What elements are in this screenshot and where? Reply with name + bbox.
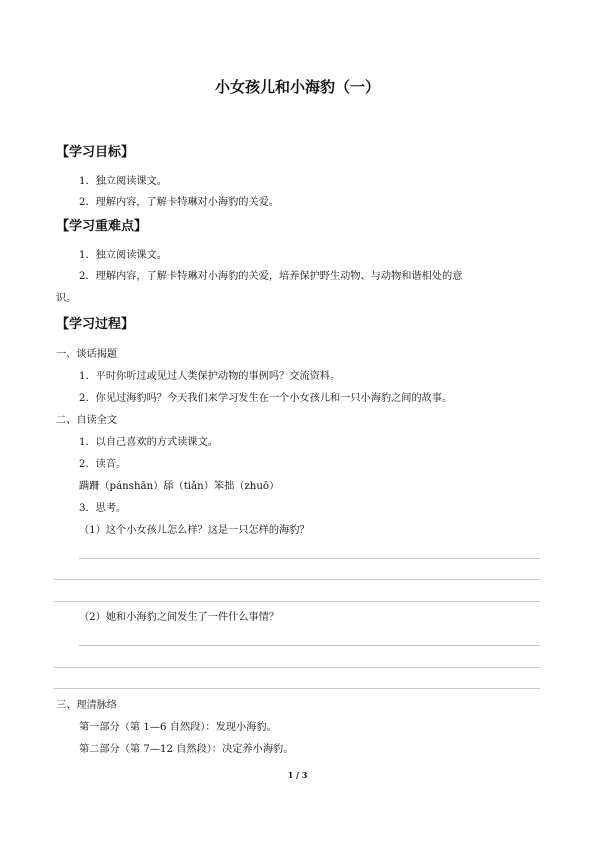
question-2: （2）她和小海豹之间发生了一件什么事情？ [79,612,280,623]
keypoints-item-2: 2．理解内容，了解卡特琳对小海豹的关爱，培养保护野生动物、与动物和谐相处的意 [79,271,463,282]
goals-heading: 【学习目标】 [56,145,135,160]
section-1-item-1: 1．平时你听过或见过人类保护动物的事例吗？交流资料。 [79,371,341,382]
section-3-item-1: 第一部分（第 1—6 自然段）：发现小海豹。 [79,722,277,733]
section-2-item-3: 3．思考。 [79,503,127,514]
goals-item-1: 1．独立阅读课文。 [79,176,167,187]
answer-line [54,601,540,602]
pronunciation-line: 蹒跚（pánshān）舔（tiǎn）笨拙（zhuō） [79,481,280,492]
page-title: 小女孩儿和小海豹（一） [214,78,380,96]
page-number: 1 / 3 [287,770,308,780]
keypoints-item-2-cont: 识。 [56,293,77,304]
answer-line [79,645,540,646]
answer-line [54,667,540,668]
answer-line [54,579,540,580]
question-1: （1）这个小女孩儿怎么样？这是一只怎样的海豹？ [79,525,310,536]
section-2-item-2: 2．读音。 [79,459,127,470]
answer-line [54,688,540,689]
section-2-item-1: 1．以自己喜欢的方式读课文。 [79,437,218,448]
goals-item-2: 2．理解内容，了解卡特琳对小海豹的关爱。 [79,197,280,208]
section-2-title: 二、自读全文 [56,415,118,426]
keypoints-heading: 【学习重难点】 [56,219,148,234]
answer-line [79,558,540,559]
section-3-item-2: 第二部分（第 7—12 自然段）：决定养小海豹。 [79,744,294,755]
section-1-title: 一、谈话揭题 [56,349,118,360]
section-1-item-2: 2．你见过海豹吗？今天我们来学习发生在一个小女孩儿和一只小海豹之间的故事。 [79,393,453,404]
process-heading: 【学习过程】 [56,317,135,332]
keypoints-item-1: 1．独立阅读课文。 [79,250,167,261]
section-3-title: 三、理清脉络 [56,700,118,711]
